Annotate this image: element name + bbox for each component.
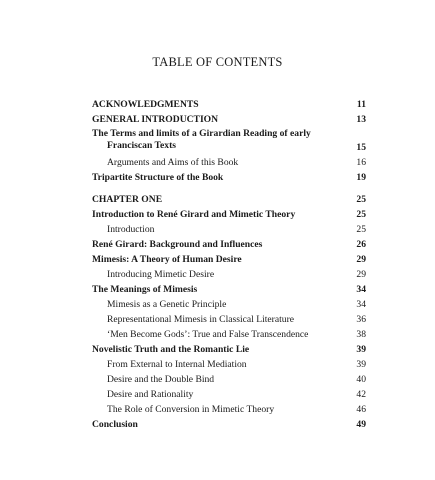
toc-entry-page: 34 xyxy=(356,299,366,310)
toc-entry-label: The Role of Conversion in Mimetic Theory xyxy=(107,404,275,415)
toc-entry-mimesis-theory xyxy=(92,252,366,267)
toc-entry-label: The Meanings of Mimesis xyxy=(92,284,198,295)
toc-entry-page: 25 xyxy=(356,224,366,235)
toc-entry-general-introduction xyxy=(92,112,366,127)
toc-entry-label: Mimesis as a Genetic Principle xyxy=(107,299,227,310)
toc-entry-page: 38 xyxy=(356,329,366,340)
toc-entry-label: Introduction xyxy=(107,224,155,235)
toc-entry-double-bind xyxy=(92,372,366,387)
toc-entry-page: 40 xyxy=(356,374,366,385)
toc-entry-page: 19 xyxy=(356,172,366,183)
toc-entry-label: ‘Men Become Gods’: True and False Transcendence xyxy=(107,329,309,340)
toc-entry-arguments-and-aims xyxy=(92,155,366,170)
toc-entry-label xyxy=(92,127,346,152)
toc-entry-page: 29 xyxy=(356,269,366,280)
toc-entry-page: 39 xyxy=(356,359,366,370)
toc-entry-label-line2: Franciscan Texts xyxy=(107,140,177,151)
toc-entry-label: Conclusion xyxy=(92,419,138,430)
toc-entry-label: Tripartite Structure of the Book xyxy=(92,172,224,183)
toc-entry-page: 25 xyxy=(356,194,366,205)
toc-entry-introducing-mimetic-desire xyxy=(92,267,366,282)
toc-entry-introduction xyxy=(92,222,366,237)
toc-entry-page: 25 xyxy=(356,209,366,220)
toc-entry-page: 13 xyxy=(356,114,366,125)
toc-entry-page: 16 xyxy=(356,157,366,168)
toc-entry-genetic-principle xyxy=(92,297,366,312)
toc-entry-page: 49 xyxy=(356,419,366,430)
toc-entry-tripartite-structure xyxy=(92,170,366,185)
toc-entry-men-become-gods xyxy=(92,327,366,342)
toc-entry-meanings-of-mimesis xyxy=(92,282,366,297)
toc-entry-page: 29 xyxy=(356,254,366,265)
toc-entry-desire-rationality xyxy=(92,387,366,402)
toc-entry-page: 42 xyxy=(356,389,366,400)
toc-entry-label: From External to Internal Mediation xyxy=(107,359,247,370)
toc-entry-acknowledgments xyxy=(92,97,366,112)
page-title: TABLE OF CONTENTS xyxy=(152,55,283,69)
toc-entry-page: 26 xyxy=(356,239,366,250)
toc-entry-conclusion xyxy=(92,417,366,432)
toc-entry-label-line1: The Terms and limits of a Girardian Reading of early xyxy=(92,128,311,139)
toc-entry-label: Desire and the Double Bind xyxy=(107,374,215,385)
toc-entry-external-internal-mediation xyxy=(92,357,366,372)
toc-entry-girard-background xyxy=(92,237,366,252)
toc-entry-intro-girard xyxy=(92,207,366,222)
toc-entry-chapter-one xyxy=(92,192,366,207)
toc-entry-page: 36 xyxy=(356,314,366,325)
toc-entry-page: 34 xyxy=(356,284,366,295)
table-of-contents xyxy=(92,97,366,432)
toc-entry-page: 15 xyxy=(356,142,366,153)
toc-entry-page: 46 xyxy=(356,404,366,415)
toc-entry-role-of-conversion xyxy=(92,402,366,417)
toc-entry-label: Representational Mimesis in Classical Literature xyxy=(107,314,295,325)
toc-entry-label: Mimesis: A Theory of Human Desire xyxy=(92,254,242,265)
toc-entry-page: 39 xyxy=(356,344,366,355)
toc-entry-terms-and-limits xyxy=(92,127,366,155)
toc-entry-label: Arguments and Aims of this Book xyxy=(107,157,239,168)
toc-entry-page: 11 xyxy=(356,99,366,110)
toc-entry-label: CHAPTER ONE xyxy=(92,194,163,205)
toc-entry-representational-mimesis xyxy=(92,312,366,327)
toc-entry-label: ACKNOWLEDGMENTS xyxy=(92,99,199,110)
toc-entry-novelistic-truth xyxy=(92,342,366,357)
toc-entry-label: Introducing Mimetic Desire xyxy=(107,269,215,280)
toc-entry-label: GENERAL INTRODUCTION xyxy=(92,114,219,125)
toc-entry-label: Desire and Rationality xyxy=(107,389,194,400)
toc-entry-label: Introduction to René Girard and Mimetic Theory xyxy=(92,209,296,220)
toc-entry-label: Novelistic Truth and the Romantic Lie xyxy=(92,344,250,355)
toc-entry-label: René Girard: Background and Influences xyxy=(92,239,263,250)
